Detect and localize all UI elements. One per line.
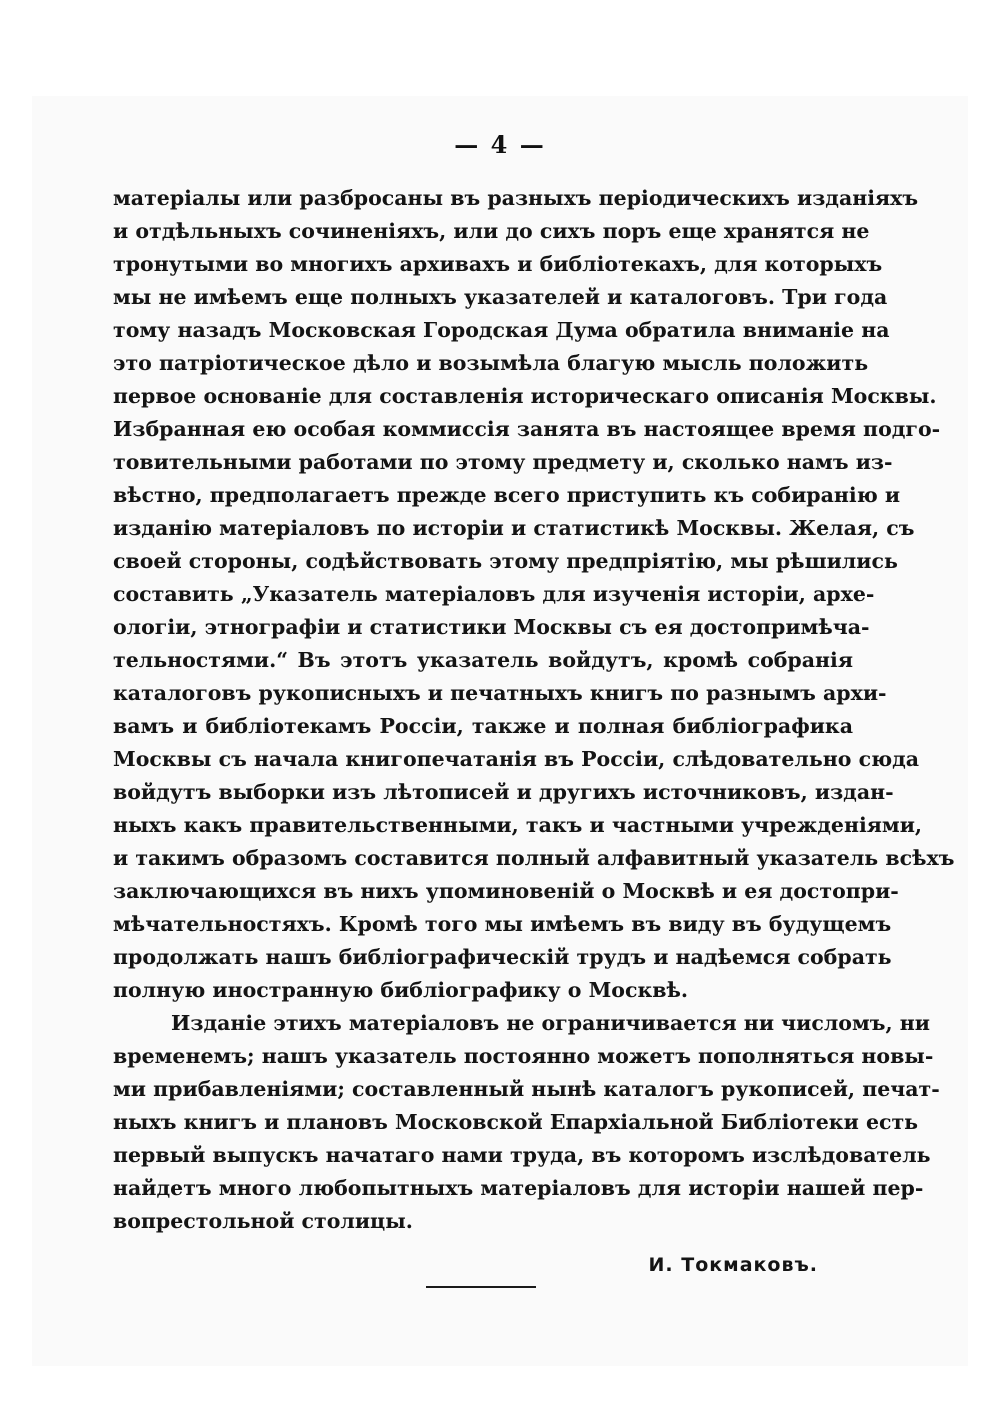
author-signature: И. Токмаковъ. — [648, 1254, 818, 1276]
paragraph-end-line: полную иностранную библіографику о Москвѣ. — [113, 978, 689, 1002]
body-text — [113, 182, 955, 1238]
text-line: продолжать нашъ библіографическій трудъ и надѣемся собрать — [113, 945, 892, 969]
text-line: вѣстно, предполагаетъ прежде всего приступить къ собиранію и — [113, 483, 901, 507]
paragraph-end-line: вопрестольной столицы. — [113, 1209, 413, 1233]
text-line: ми прибавленіями; составленный нынѣ каталогъ рукописей, печат- — [113, 1077, 940, 1101]
text-line: и такимъ образомъ составится полный алфавитный указатель всѣхъ — [113, 846, 955, 870]
text-line: первый выпускъ начатаго нами труда, въ которомъ изслѣдователь — [113, 1143, 931, 1167]
paragraph-start-line: Изданіе этихъ матеріаловъ не ограничивается ни числомъ, ни — [171, 1011, 930, 1035]
text-line: первое основаніе для составленія историческаго описанія Москвы. — [113, 384, 937, 408]
text-line: тому назадъ Московская Городская Дума обратила вниманіе на — [113, 318, 890, 342]
text-line: тронутыми во многихъ архивахъ и библіотекахъ, для которыхъ — [113, 252, 883, 276]
text-line: мы не имѣемъ еще полныхъ указателей и каталоговъ. Три года — [113, 285, 888, 309]
text-line: заключающихся въ нихъ упоминовеній о Москвѣ и ея достопри- — [113, 879, 899, 903]
text-line: Москвы съ начала книгопечатанія въ Россіи, слѣдовательно сюда — [113, 747, 920, 771]
text-line: своей стороны, содѣйствовать этому предпріятію, мы рѣшились — [113, 549, 898, 573]
text-line: вамъ и библіотекамъ Россіи, также и полная библіографика — [113, 714, 853, 738]
text-line: ологіи, этнографіи и статистики Москвы съ ея достопримѣча- — [113, 615, 870, 639]
text-line: временемъ; нашъ указатель постоянно можетъ пополняться новы- — [113, 1044, 934, 1068]
text-line: и отдѣльныхъ сочиненіяхъ, или до сихъ поръ еще хранятся не — [113, 219, 870, 243]
text-line: мѣчательностяхъ. Кромѣ того мы имѣемъ въ виду въ будущемъ — [113, 912, 892, 936]
text-line: каталоговъ рукописныхъ и печатныхъ книгъ по разнымъ архи- — [113, 681, 887, 705]
text-line: ныхъ какъ правительственными, такъ и частными учрежденіями, — [113, 813, 923, 837]
text-line: войдутъ выборки изъ лѣтописей и другихъ источниковъ, издан- — [113, 780, 894, 804]
text-line: составить „Указатель матеріаловъ для изученія исторіи, архе- — [113, 582, 875, 606]
text-line: тельностями.“ Въ этотъ указатель войдутъ, кромѣ собранія — [113, 648, 853, 672]
text-line: это патріотическое дѣло и возымѣла благую мысль положить — [113, 351, 869, 375]
text-line: изданію матеріаловъ по исторіи и статистикѣ Москвы. Желая, съ — [113, 516, 915, 540]
text-line: найдетъ много любопытныхъ матеріаловъ для исторіи нашей пер- — [113, 1176, 924, 1200]
text-line: ныхъ книгъ и плановъ Московской Епархіальной Библіотеки есть — [113, 1110, 919, 1134]
text-line: матеріалы или разбросаны въ разныхъ періодическихъ изданіяхъ — [113, 186, 919, 210]
text-line: Избранная ею особая коммиссія занята въ настоящее время подго- — [113, 417, 941, 441]
text-line: товительными работами по этому предмету и, сколько намъ из- — [113, 450, 893, 474]
page-number: — 4 — — [454, 130, 546, 159]
closing-rule — [426, 1286, 536, 1288]
